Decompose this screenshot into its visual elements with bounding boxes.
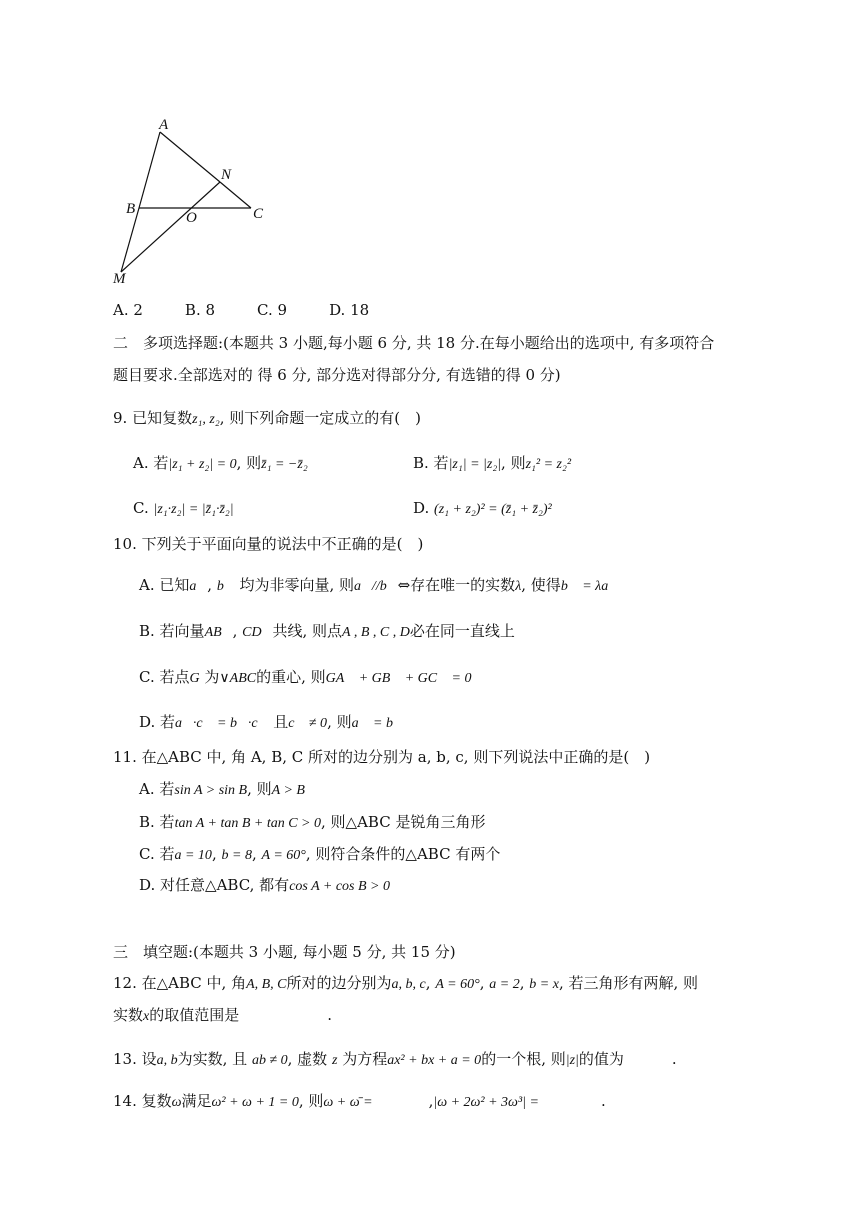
- q10-option-c[interactable]: C. 若点G 为∨ABC的重心, 则GA⃗ + GB⃗ + GC⃗ = 0⃗: [139, 668, 483, 686]
- q14-line: 14. 复数ω满足ω² + ω + 1 = 0, 则ω + ω̄ = ,|ω + 2ω² + 3ω³| = .: [113, 1092, 606, 1110]
- section3-header: 三 填空题:(本题共 3 小题, 每小题 5 分, 共 15 分): [113, 943, 456, 961]
- section2-line1: 二 多项选择题:(本题共 3 小题,每小题 6 分, 共 18 分.在每小题给出的选项中, 有多项符合: [113, 334, 715, 352]
- segment-AB: [139, 132, 160, 208]
- q12-line1: 12. 在△ABC 中, 角A, B, C所对的边分别为a, b, c, A = 60°, a = 2, b = x, 若三角形有两解, 则: [113, 974, 699, 992]
- q11-option-c[interactable]: C. 若a = 10, b = 8, A = 60°, 则符合条件的△ABC 有两个: [139, 845, 501, 863]
- point-label-B: B: [126, 201, 136, 217]
- q8-choices: [113, 299, 411, 321]
- q9-option-b[interactable]: B. 若|z₁| = |z₂|, 则z₁² = z₂²: [413, 454, 572, 472]
- q8-choice-d[interactable]: D. 18: [329, 301, 370, 319]
- q8-choice-c[interactable]: C. 9: [257, 301, 288, 319]
- q10-option-d[interactable]: D. 若a⃗·c⃗ = b⃗·c⃗ 且c⃗ ≠ 0, 则a⃗ = b⃗: [139, 713, 404, 731]
- q10-option-a[interactable]: A. 已知a⃗, b⃗ 均为非零向量, 则a⃗//b⃗⇔存在唯一的实数λ, 使得b⃗ = λa⃗: [139, 576, 620, 594]
- segment-BM: [121, 208, 139, 272]
- segment-AN: [160, 132, 220, 182]
- point-label-A: A: [159, 117, 169, 133]
- q10-stem: 10. 下列关于平面向量的说法中不正确的是( ): [113, 535, 424, 553]
- segment-MN: [121, 182, 220, 272]
- q13-line: 13. 设a, b为实数, 且 ab ≠ 0, 虚数 z 为方程ax² + bx + a = 0的一个根, 则|z|的值为 .: [113, 1050, 677, 1068]
- q9-option-c[interactable]: C. |z₁·z₂| = |z̄₁·z̄₂|: [133, 499, 234, 517]
- q9-option-d[interactable]: D. (z₁ + z₂)² = (z̄₁ + z̄₂)²: [413, 499, 552, 517]
- q11-option-d[interactable]: D. 对任意△ABC, 都有cos A + cos B > 0: [139, 876, 391, 894]
- segment-NC: [220, 182, 251, 208]
- point-label-N: N: [221, 167, 232, 183]
- q10-option-b[interactable]: B. 若向量AB⃗, CD⃗共线, 则点A , B , C , D必在同一直线上: [139, 622, 515, 640]
- q9-stem: 9. 已知复数z₁, z₂, 则下列命题一定成立的有( ): [113, 409, 421, 427]
- q8-choice-b[interactable]: B. 8: [184, 301, 216, 319]
- q12-line2: 实数x的取值范围是 .: [113, 1006, 333, 1024]
- q11-option-b[interactable]: B. 若tan A + tan B + tan C > 0, 则△ABC 是锐角三角形: [139, 813, 486, 831]
- q11-stem: 11. 在△ABC 中, 角 A, B, C 所对的边分别为 a, b, c, 则下列说法中正确的是( ): [113, 748, 651, 766]
- q9-option-a[interactable]: A. 若|z₁ + z₂| = 0, 则z̄₁ = −z̄₂: [133, 454, 308, 472]
- q8-choice-a[interactable]: A. 2: [113, 301, 143, 319]
- point-label-O: O: [186, 210, 197, 226]
- point-label-C: C: [253, 206, 264, 222]
- point-label-M: M: [113, 271, 126, 287]
- q11-option-a[interactable]: A. 若sin A > sin B, 则A > B: [139, 780, 305, 798]
- section2-line2: 题目要求.全部选对的 得 6 分, 部分选对得部分分, 有选错的得 0 分): [113, 366, 561, 384]
- triangle-figure: [108, 115, 288, 290]
